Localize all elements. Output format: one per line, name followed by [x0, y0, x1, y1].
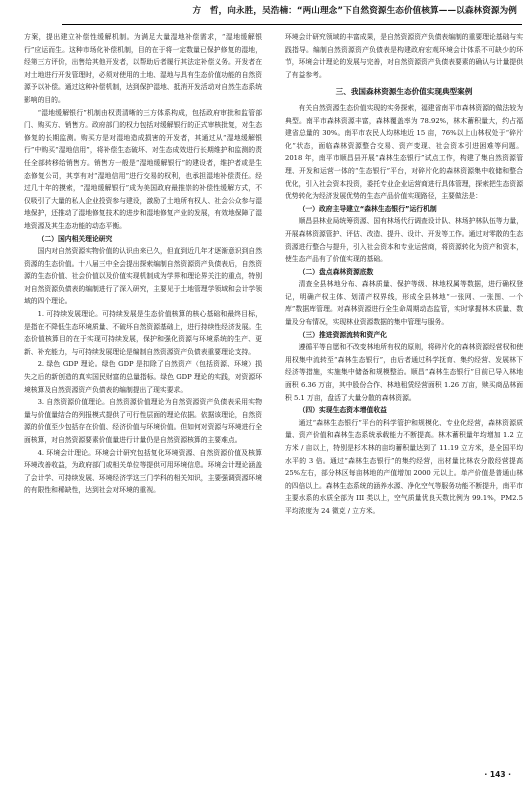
body-paragraph: “湿地缓解银行”机制由权责清晰的三方体系构成，包括政府审批和监管部门、购买方、销售方。政府部门的权力包括对缓解银行的正式审核批复，对生态修复的长期监测。购买方是对湿地造成损害的开发者，其通过从“湿地缓解银行”中购买“湿地信用”，将补偿生态破坏、对生态成效进行长期维护和监测的责任全部转移给销售方。销售方一般是“湿地缓解银行”的建设者，维护者或是生态修复公司，其享有对“湿地信用”进行交易的权利，也承担湿地补偿责任。经过几十年的摸索，“湿地缓解银行”成为美国政府最推崇的补偿性缓解方式，不仅吸引了大量的私人企业投资参与建设，激励了土地所有权人、社会公众参与湿地保护，还推动了湿地修复技术的进步和湿地修复产业的发展，有效地保障了湿地资源及其生态功能的动态平衡。 — [24, 108, 262, 230]
body-paragraph: 方案，提出建立补偿性缓解机制。为满足大量湿地补偿需求，“湿地缓解银行”应运而生。这种市场化补偿机制，目的在于将一定数量已保护修复的湿地，经第三方评价，出售给其他开发者，以帮助后者履行其法定补偿义务。开发者在对土地进行开发管理时，必须对使用的土地、湿地与具有生态价值功能的自然资源予以补偿。通过这种补偿机制，达到保护湿地、抵消开发活动对自然生态系统影响的目的。 — [24, 33, 262, 104]
body-paragraph: 顺昌县林业局统筹资源、国有林场代行调查设计队、林场护林队伍等力量，开展森林资源管护、评估、改造、提升、设计、开发等工作。通过对零散的生态资源进行整合与提升，引入社会资本和专业运营商，将资源转化为资产和资本，使生态产品有了价值实现的基础。 — [285, 217, 523, 264]
subsection-heading: （一）政府主导建立“森林生态银行”运行机制 — [298, 204, 437, 213]
subsection-heading: （三）推进资源流转和资产化 — [298, 330, 387, 339]
body-paragraph: 国内对自然资源实物价值的认识由来已久，但直到近几年才逐渐意识到自然资源的生态价值。十八届三中全会提出探索编制自然资源资产负债表后，自然资源的生态价值、社会价值以及价值实现机制成为学界和理论界关注的重点，特别对自然资源负债表的编制进行了深入研究，主要见于土地管理学领域和会计学领域的四个理论。 — [24, 247, 262, 306]
body-paragraph: 3. 自然资源价值理论。自然资源价值理论为自然资源资产负债表采用实物量与价值量结合的列报模式提供了可行性层面的理论依据。依据该理论，自然资源的价值至少包括存在价值、经济价值与环境价值。但如何对资源与环境进行全面核算，对自然资源要素价值量进行计量仍是自然资源核算的主要难点。 — [24, 398, 262, 444]
body-paragraph: 通过“森林生态银行”平台的科学管护和规模化、专业化经营，森林资源质量、资产价值和森林生态系统承载能力不断提高。林木蓄积量年均增加 1.2 立方米 / 亩以上，特别是杉木林的亩均蓄积量达到了 11.19 立方米，是全国平均水平的 3 倍。通过“森林生态银行”的集约经营，出材量比林农分散经营提高 25%左右，部分林区每亩林地的产值增加 2000 元以上。单产价值是普通山林的四倍以上。森林生态系统的涵养水源、净化空气等服务功能不断提升，南平市主要水系的水质全部为 III 类以上，空气质量优良天数比例为 99.1%，PM2.5 平均浓度为 24 微克 / 立方米。 — [285, 418, 523, 515]
body-paragraph: 2. 绿色 GDP 理论。绿色 GDP 是扣除了自然资产（包括资源、环境）损失之后的新创造的真实国民财富的总量指标。绿色 GDP 理论的实践，对资源环境核算及自然资源资产负债表的编制提出了现实要求。 — [24, 360, 262, 394]
body-paragraph: 环境会计研究领域的丰富成果，是自然资源资产负债表编制的重要理论基础与实践指导。编制自然资源资产负债表是构建政府宏观环境会计体系不可缺少的环节，环境会计理论的发展与完善，对自然资源资产负债表要素的确认与计量提供了有益参考。 — [285, 33, 523, 79]
subsection-heading: （二）国内相关理论研究 — [37, 234, 113, 243]
body-paragraph: 清查全县林地分布、森林质量、保护等级、林地权属等数据，进行确权登记，明确产权主体、划清产权界线，形成全县林地“一张网、一张图、一个库”数据库管理。对森林资源进行全生命周期动态监管，实时掌握林木质量、数量及分布情况，实现林业资源数据的集中管理与服务。 — [285, 280, 523, 327]
subsection-heading: （四）实现生态资本增值收益 — [298, 406, 387, 415]
body-paragraph: 1. 可持续发展理论。可持续发展是生态价值核算的核心基础和最终目标，是指在不降低生态环境质量、不破坏自然资源基础上，进行持续性经济发展。生态价值核算目的在于实现可持续发展，保护和强化资源与环境系统的生产、更新、补充能力，与可持续发展理论是编制自然资源资产负债表重要理论支持。 — [24, 310, 262, 356]
subsection-heading: （二）盘点森林资源底数 — [298, 267, 374, 276]
left-column — [24, 31, 262, 497]
section-heading: 三、我国森林资源生态价值实现典型案例 — [335, 87, 473, 97]
body-paragraph: 4. 环境会计理论。环境会计研究包括复化环境资源、自然资源价值及核算环境改善收益，为政府部门或相关单位等提供可用环境信息。环境会计理论涵盖了会计学、可持续发展、环境经济学这三门学科的相关知识，主要强调资源环境的有限性和稀缺性，达到社会对环境的重视。 — [24, 448, 262, 495]
running-header — [0, 0, 531, 24]
header-title: “两山理念”下自然资源生态价值核算——以森林资源为例 — [296, 6, 517, 16]
header-rule — [62, 24, 522, 25]
header-authors: 方 哲，向永胜，吴浩楠： — [192, 6, 297, 16]
page-number: · 143 · — [484, 770, 511, 779]
body-paragraph: 遵循平等自愿和不改变林地所有权的原则，将碎片化的森林资源经营权和使用权集中流转至“森林生态银行”，由后者通过科学抚育、集约经营、发展林下经济等措施，实施集中储备和规模整治。顺昌“森林生态银行”目前已导入林地面积 6.36 万亩，其中股份合作、林地租赁经营面积 1.26 万亩，赎买商品林面积 5.1 万亩，盘活了大量分散的森林资源。 — [285, 343, 523, 402]
right-column — [285, 31, 523, 518]
body-paragraph: 有关自然资源生态价值实现的实务探索，福建省南平市森林资源的做法较为典型。南平市森林资源丰富，森林覆盖率为 78.92%，林木蓄积量大，约占福建省总量的 30%。南平市农民人均林地近 15 亩，76%以上山林权处于“碎片化”状态，面临森林资源整合交易、资产变现、社会资本引进困难等问题。2018 年，南平市顺昌县开展“森林生态银行”试点工作，构建了集自然资源管理、开发和运营一体的“生态银行”平台，对碎片化的森林资源集中收储和整合优化，引入社会资本投资，委托专业企业运营商进行具体管理，探索把生态资源优势转化为经济发展优势的生态产品价值实现路径，主要做法是： — [285, 103, 523, 201]
